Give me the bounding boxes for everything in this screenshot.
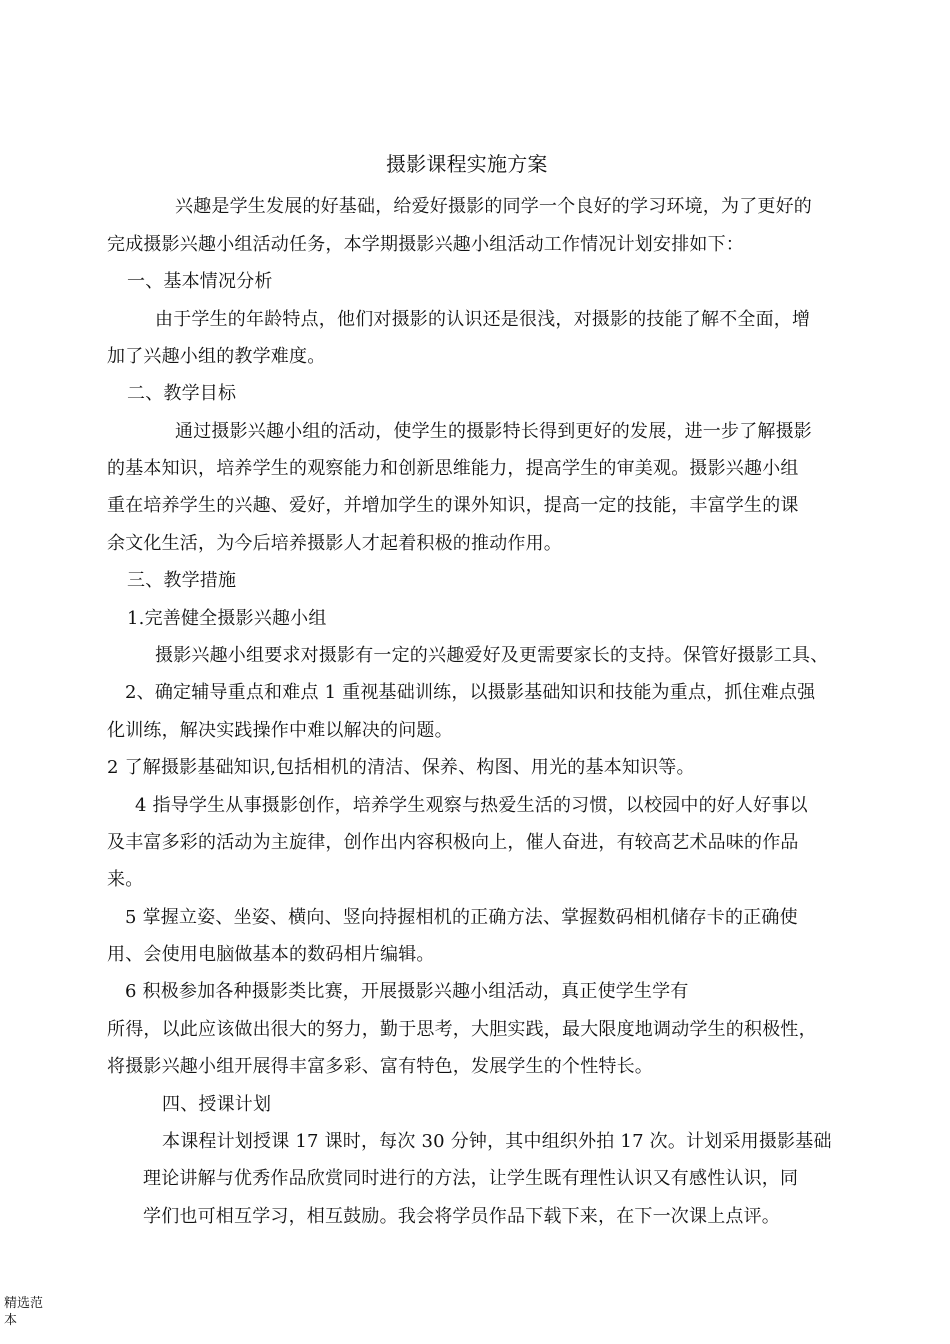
paragraph-line: 本课程计划授课 17 课时，每次 30 分钟，其中组织外拍 17 次。计划采用摄影基础: [162, 1131, 832, 1152]
intro-line-1: 兴趣是学生发展的好基础，给爱好摄影的同学一个良好的学习环境，为了更好的: [175, 196, 812, 217]
section-heading-3: 三、教学措施: [127, 570, 237, 591]
paragraph-line: 所得，以此应该做出很大的努力，勤于思考，大胆实践，最大限度地调动学生的积极性，: [107, 1019, 817, 1040]
section-heading-4: 四、授课计划: [162, 1094, 272, 1115]
list-item: 2 了解摄影基础知识,包括相机的清洁、保养、构图、用光的基本知识等。: [107, 757, 695, 778]
list-item: 1.完善健全摄影兴趣小组: [127, 608, 327, 629]
paragraph-line: 摄影兴趣小组要求对摄影有一定的兴趣爱好及更需要家长的支持。保管好摄影工具、: [155, 645, 829, 666]
paragraph-line: 将摄影兴趣小组开展得丰富多彩、富有特色，发展学生的个性特长。: [107, 1056, 653, 1077]
footer-label: 精选范: [4, 1296, 44, 1311]
paragraph-line: 通过摄影兴趣小组的活动，使学生的摄影特长得到更好的发展，进一步了解摄影: [175, 421, 812, 442]
paragraph-line: 及丰富多彩的活动为主旋律，创作出内容积极向上，催人奋进，有较高艺术品味的作品: [107, 832, 799, 853]
paragraph-line: 来。: [107, 869, 144, 890]
paragraph-line: 理论讲解与优秀作品欣赏同时进行的方法，让学生既有理性认识又有感性认识，同: [143, 1168, 799, 1189]
paragraph-line: 用、会使用电脑做基本的数码相片编辑。: [107, 944, 435, 965]
paragraph-line: 由于学生的年龄特点，他们对摄影的认识还是很浅，对摄影的技能了解不全面，增: [155, 309, 811, 330]
section-heading-2: 二、教学目标: [127, 383, 237, 404]
paragraph-line: 化训练，解决实践操作中难以解决的问题。: [107, 720, 453, 741]
paragraph-line: 加了兴趣小组的教学难度。: [107, 346, 326, 367]
section-heading-1: 一、基本情况分析: [127, 271, 273, 292]
page-title: 摄影课程实施方案: [386, 152, 548, 176]
paragraph-line: 重在培养学生的兴趣、爱好，并增加学生的课外知识，提高一定的技能，丰富学生的课: [107, 495, 799, 516]
paragraph-line: 学们也可相互学习，相互鼓励。我会将学员作品下载下来，在下一次课上点评。: [143, 1206, 780, 1227]
list-item: 5 掌握立姿、坐姿、横向、竖向持握相机的正确方法、掌握数码相机储存卡的正确使: [125, 907, 798, 928]
list-item: 2、确定辅导重点和难点 1 重视基础训练，以摄影基础知识和技能为重点，抓住难点强: [125, 682, 816, 703]
list-item: 4 指导学生从事摄影创作，培养学生观察与热爱生活的习惯，以校园中的好人好事以: [135, 795, 808, 816]
list-item: 6 积极参加各种摄影类比赛，开展摄影兴趣小组活动，真正使学生学有: [125, 981, 689, 1002]
paragraph-line: 的基本知识，培养学生的观察能力和创新思维能力，提高学生的审美观。摄影兴趣小组: [107, 458, 799, 479]
footer-label: 本: [4, 1313, 18, 1328]
intro-line-2: 完成摄影兴趣小组活动任务，本学期摄影兴趣小组活动工作情况计划安排如下：: [107, 234, 744, 255]
paragraph-line: 余文化生活，为今后培养摄影人才起着积极的推动作用。: [107, 533, 562, 554]
